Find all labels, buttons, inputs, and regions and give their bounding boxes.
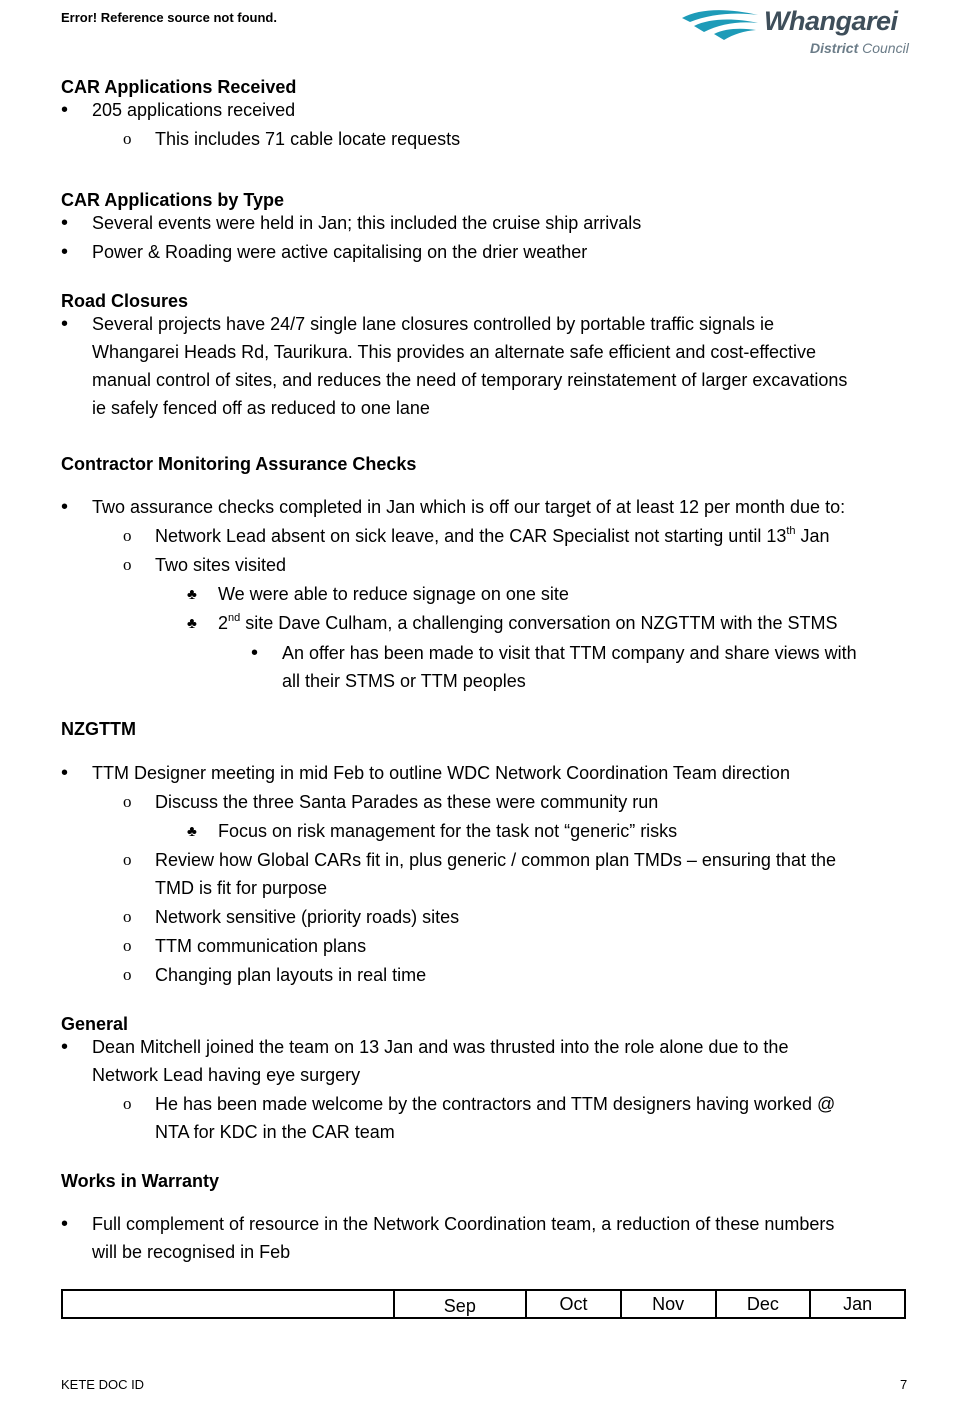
wave-logo-icon [680,6,762,42]
page-number: 7 [900,1377,908,1392]
heading-works-in-warranty: Works in Warranty [61,1171,220,1191]
paragraph-line: all their STMS or TTM peoples [282,671,526,691]
table-cell-month: Jan [810,1290,905,1318]
list-item: Discuss the three Santa Parades as these were community run [155,792,659,812]
paragraph-line: ie safely fenced off as reduced to one lane [92,398,430,418]
list-item: Changing plan layouts in real time [155,965,427,985]
heading-car-received: CAR Applications Received [61,77,297,97]
circle-marker: o [123,850,132,869]
circle-marker: o [123,965,132,984]
paragraph-line: NTA for KDC in the CAR team [155,1122,395,1142]
circle-marker: o [123,129,132,148]
bullet-marker: • [61,1036,69,1058]
bullet-marker: • [61,241,69,263]
logo-sub-bold: District [810,40,859,56]
paragraph-line: Whangarei Heads Rd, Taurikura. This provides an alternate safe efficient and cost-effective [92,342,817,362]
list-item: Focus on risk management for the task not “generic” risks [218,821,678,841]
list-item-text: Jan [795,526,830,546]
table-cell-month: Dec [716,1290,811,1318]
paragraph-line: manual control of sites, and reduces the need of temporary reinstatement of larger excavations [92,370,848,390]
bullet-marker: • [61,496,69,518]
circle-marker: o [123,555,132,574]
paragraph-line: TMD is fit for purpose [155,878,328,898]
paragraph-line: Network Lead having eye surgery [92,1065,361,1085]
list-item: 205 applications received [92,100,296,120]
paragraph-line: Several projects have 24/7 single lane closures controlled by portable traffic signals ie [92,314,775,334]
list-item: We were able to reduce signage on one site [218,584,569,604]
list-item: Two sites visited [155,555,287,575]
club-marker: ♣ [187,823,197,840]
list-item: Several events were held in Jan; this included the cruise ship arrivals [92,213,642,233]
table-cell-month: Nov [621,1290,716,1318]
logo-subtitle [810,40,909,56]
list-item: TTM Designer meeting in mid Feb to outline WDC Network Coordination Team direction [92,763,790,783]
logo-sub-light: Council [862,40,909,56]
heading-nzgttm: NZGTTM [61,719,136,739]
list-item-text: site Dave Culham, a challenging conversation on NZGTTM with the STMS [240,613,838,633]
circle-marker: o [123,792,132,811]
table-cell-month: Sep [394,1290,527,1318]
circle-marker: o [123,526,132,545]
heading-car-type: CAR Applications by Type [61,190,285,210]
bullet-marker: • [61,762,69,784]
heading-road-closures: Road Closures [61,291,189,311]
circle-marker: o [123,936,132,955]
paragraph-line: will be recognised in Feb [92,1242,291,1262]
table-row [62,1290,905,1318]
heading-general: General [61,1014,129,1034]
table-cell-month: Oct [526,1290,621,1318]
list-item: Two assurance checks completed in Jan which is off our target of at least 12 per month due to: [92,497,846,517]
list-item: TTM communication plans [155,936,367,956]
heading-contractor-monitoring: Contractor Monitoring Assurance Checks [61,454,417,474]
list-item-text: 2 [218,613,229,633]
ordinal-suffix: th [786,525,796,537]
ordinal-suffix: nd [228,612,241,624]
bullet-marker: • [61,313,69,335]
circle-marker: o [123,907,132,926]
paragraph-line: Full complement of resource in the Network Coordination team, a reduction of these numbers [92,1214,835,1234]
logo-name: Whangarei [764,6,898,36]
bullet-marker: • [251,642,259,664]
list-item-text: Network Lead absent on sick leave, and the CAR Specialist not starting until 13 [155,526,787,546]
paragraph-line: He has been made welcome by the contractors and TTM designers having worked @ [155,1094,836,1114]
bullet-marker: • [61,99,69,121]
list-item [218,609,918,637]
paragraph-line: Review how Global CARs fit in, plus generic / common plan TMDs – ensuring that the [155,850,836,870]
list-item: Network sensitive (priority roads) sites [155,907,460,927]
reference-error-text: Error! Reference source not found. [61,10,277,25]
circle-marker: o [123,1094,132,1113]
bullet-marker: • [61,1213,69,1235]
club-marker: ♣ [187,615,197,632]
bullet-marker: • [61,212,69,234]
club-marker: ♣ [187,586,197,603]
council-logo [680,4,920,60]
paragraph-line: Dean Mitchell joined the team on 13 Jan and was thrusted into the role alone due to the [92,1037,789,1057]
list-item [155,522,915,550]
list-item: Power & Roading were active capitalising on the drier weather [92,242,588,262]
table-cell-blank [62,1290,394,1318]
footer-doc-id: KETE DOC ID [61,1377,145,1392]
month-table [61,1289,906,1319]
list-item: This includes 71 cable locate requests [155,129,461,149]
paragraph-line: An offer has been made to visit that TTM company and share views with [282,643,857,663]
